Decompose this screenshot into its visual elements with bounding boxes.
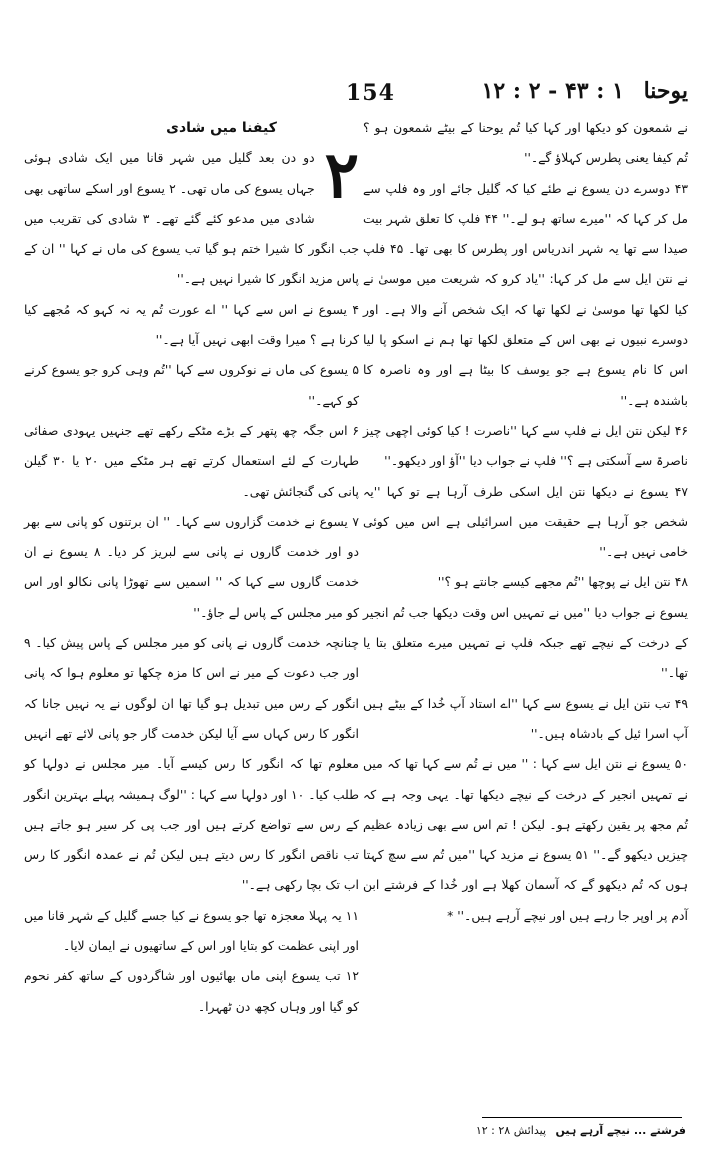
- paragraph: ۴۷ یسوع نے دیکھا نتن ایل اسکی طرف آرہا ہے تو کہا ''یہ شخص جو آرہا ہے حقیقت میں اسرائیلی ہے اس میں کوئی خامی نہیں ہے۔'': [363, 483, 688, 560]
- paragraph: ۱۲ تب یسوع اپنی ماں بھائیوں اور شاگردوں کے ساتھ کفر نحوم کو گیا اور وہاں کچھ دن ٹھہرا۔: [24, 968, 359, 1014]
- page-number: 154: [346, 80, 395, 106]
- paragraph: یسوع نے جواب دیا ''میں نے تمہیں اس وقت دیکھا جب تُم انجیر کے درخت کے نیچے تھے جبکہ فلپ نے تمہیں میرے متعلق بتا یا تھا۔'': [363, 604, 688, 681]
- footnote-term: فرشتے ... نیچے آرہے ہیں: [555, 1124, 686, 1137]
- chapter-number: ۲: [324, 138, 359, 214]
- paragraph: ۴۹ تب نتن ایل نے یسوع سے کہا ''اے استاد آپ خُدا کے بیٹے ہیں آپ اسرا ئیل کے بادشاہ ہیں۔'': [363, 695, 688, 741]
- verse-range: ۱ : ۴۳ - ۲ : ۱۲: [481, 78, 624, 104]
- paragraph: ۵ یسوع کی ماں نے نوکروں سے کہا ''تُم وہی کرو جو یسوع کرنے کو کہے۔'': [24, 362, 359, 408]
- right-column: [363, 113, 688, 931]
- paragraph: ۵۰ یسوع نے نتن ایل سے کہا : '' میں نے تُم سے کہا تھا کہ میں نے تمہیں انجیر کے درخت کے نیچے دیکھا تھا۔ یہی وجہ ہے کہ تُم مجھ پر یقین رکھتے ہو۔ لیکن ! تم اس سے بھی زیادہ عظیم چیزیں دیکھو گے۔'' ۵۱ یسوع نے مزید کہا ''میں تُم سے سچ کہتا ہوں کہ تُم دیکھو گے کہ آسمان کھلا ہے اور خُدا کے فرشتے ابن آدم پر اوپر جا رہے ہیں اور نیچے آرہے ہیں۔'' *: [363, 756, 688, 923]
- paragraph: ۴۸ نتن ایل نے پوچھا ''تُم مجھے کیسے جانتے ہو ؟'': [437, 574, 688, 590]
- paragraph: ۴ یسوع نے اس سے کہا '' اے عورت تُم یہ نہ کہو کہ مُجھے کیا کرنا ہے ؟ میرا وقت ابھی نہیں آیا ہے۔'': [24, 301, 359, 348]
- paragraph: چنانچہ خدمت گاروں نے پانی کو میر مجلس کے پاس پیش کیا۔ ۹ اور جب دعوت کے میر نے اس کا مزہ چکھا تو معلوم ہوا کہ پانی انگور کے رس میں تبدیل ہو گیا تھا ان لوگوں نے یہ نہیں جانا کہ انگور کا رس کہاں سے آیا لیکن خدمت گار جو پانی لائے تھے انہیں معلوم تھا کہ انگور کا رس کیسے آیا۔ میر مجلس نے دولہا کو طلب کیا۔ ۱۰ اور دولہا سے کہا : ''لوگ ہمیشہ پہلے بہترین انگور کے رس سے تواضع کرتے ہیں اور جب پی کر سیر ہو جاتے ہیں تب ناقص انگور کا رس دیتے ہیں لیکن تُم نے عمدہ انگور کا رس اب تک بچا رکھی ہے۔'': [24, 635, 359, 893]
- paragraph: ۱۱ یہ پہلا معجزہ تھا جو یسوع نے کیا جسے گلیل کے شہر قانا میں اور اپنی عظمت کو بتایا اور اس کے ساتھیوں نے ایمان لایا۔: [24, 907, 359, 954]
- footnote-reference: پیدائش ۲۸ : ۱۲: [475, 1124, 547, 1137]
- book-name: یوحنا: [643, 78, 688, 104]
- paragraph-text: دو دن بعد گلیل میں شہر قانا میں ایک شادی ہوئی جہاں یسوع کی ماں تھی۔ ۲ یسوع اور اسکے ساتھی بھی شادی میں مدعو کئے گئے تھے۔ ۳ شادی کی تقریب میں جب انگور کا شیرا ختم ہو گیا تب یسوع کی ماں نے کہا '' ان کے پاس مزید انگور کا شیرا نہیں ہے۔'': [24, 150, 359, 287]
- paragraph: [24, 138, 359, 294]
- paragraph: ۶ اس جگہ چھ پتھر کے بڑے مٹکے رکھے تھے جنہیں یہودی صفائی طہارت کے لئے استعمال کرتے تھے ہر مٹکے میں ۲۰ یا ۳۰ گیلن پانی کی گنجائش تھی۔: [24, 422, 359, 499]
- left-column: [24, 113, 359, 1022]
- chapter-reference-header: [388, 78, 688, 104]
- section-heading: کیفنا میں شادی: [166, 120, 277, 136]
- footnote-divider: [482, 1117, 682, 1118]
- footnote: [426, 1124, 686, 1137]
- paragraph: ۴۳ دوسرے دن یسوع نے طئے کیا کہ گلیل جائے اور وہ فلپ سے مل کر کہا کہ ''میرے ساتھ ہو لے۔'' ۴۴ فلپ کا تعلق شہر بیت صیدا سے تھا یہ شہر اندریاس اور پطرس کا بھی تھا۔ ۴۵ فلپ نے نتن ایل سے مل کر کہا: ''یاد کرو کہ شریعت میں موسیٰ نے کیا لکھا تھا موسیٰ نے لکھا تھا کہ ایک شخص آنے والا ہے۔ اور دوسرے نبیوں نے بھی اس کے متعلق لکھا تھا ہم نے اسکو پا لیا اس کا نام یسوع ہے جو یوسف کا بیٹا ہے اور وہ ناصرہ کا باشندہ ہے۔'': [363, 180, 688, 408]
- paragraph: ۴۶ لیکن نتن ایل نے فلپ سے کہا ''ناصرت ! کیا کوئی اچھی چیز ناصرۃ سے آسکتی ہے ؟'' فلپ نے جواب دیا ''آؤ اور دیکھو۔'': [363, 422, 688, 469]
- paragraph: ۷ یسوع نے خدمت گزاروں سے کہا۔ '' ان برتنوں کو پانی سے بھر دو اور خدمت گاروں نے پانی سے لبریز کر دیا۔ ۸ یسوع نے ان خدمت گاروں سے کہا کہ '' اسمیں سے تھوڑا پانی نکالو اور اس کو میر مجلس کے پاس لے جاؤ۔'': [24, 513, 359, 620]
- paragraph: نے شمعون کو دیکھا اور کہا کیا تُم یوحنا کے بیٹے شمعون ہو ؟ تُم کیفا یعنی پطرس کہلاؤ گے۔'': [363, 120, 688, 166]
